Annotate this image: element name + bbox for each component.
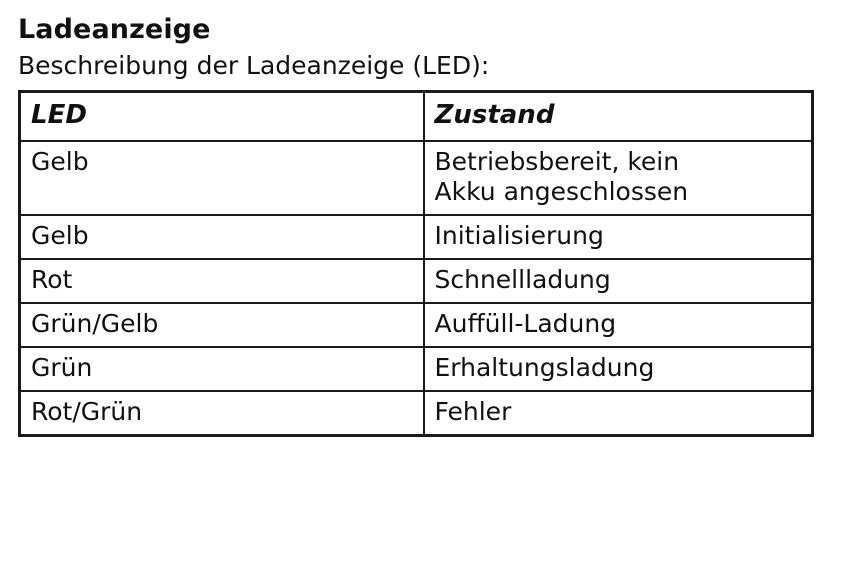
intro-text: Beschreibung der Ladeanzeige (LED): [18,51,490,81]
cell-state-line: Akku angeschlossen [434,176,689,206]
table-body [20,141,813,436]
cell-state-line: Betriebsbereit, kein [434,146,680,176]
cell-led: Rot/Grün [20,391,424,436]
table-row [20,259,813,303]
table-row [20,303,813,347]
led-status-table [18,90,814,437]
cell-state [424,141,813,215]
cell-led: Grün/Gelb [20,303,424,347]
table-header-row [20,91,813,141]
cell-led: Gelb [20,141,424,215]
cell-state: Auffüll-Ladung [424,303,813,347]
table-row [20,391,813,436]
cell-state: Schnellladung [424,259,813,303]
column-header-led: LED [20,91,424,141]
table-row [20,215,813,259]
cell-state: Fehler [424,391,813,436]
cell-led: Gelb [20,215,424,259]
cell-state: Erhaltungsladung [424,347,813,391]
table-header [20,91,813,141]
cell-led: Rot [20,259,424,303]
cell-state: Initialisierung [424,215,813,259]
column-header-state: Zustand [424,91,813,141]
table-row [20,141,813,215]
cell-led: Grün [20,347,424,391]
page-title: Ladeanzeige [18,14,211,45]
table-row [20,347,813,391]
